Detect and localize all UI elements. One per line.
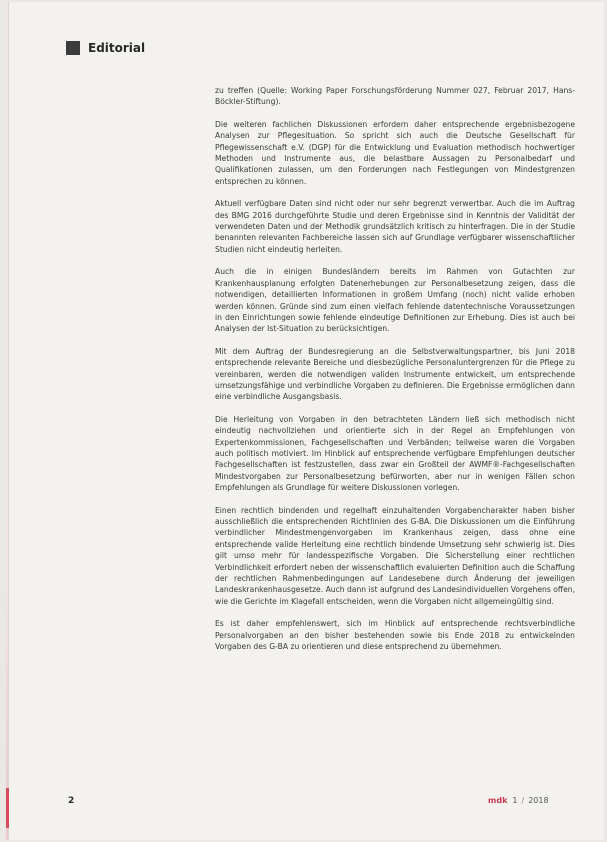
paragraph-7: Einen rechtlich bindenden und regelhaft einzuhaltenden Vorgabencharakter haben bisher ausschließlich die entsprechenden Richtlinien des G-BA. Die Diskussionen um die Einführung verbindlicher Mindestmengenvorgaben im Krankenhaus zeigen, dass ohne eine entsprechende valide Herleitung eine rechtlich bindende Umsetzung sehr schwierig ist. Dies gilt umso mehr für landesspezifische Vorgaben. Die Sicherstellung einer rechtlichen Verbindlichkeit erfordert neben der wissenschaftlich evaluierten Definition auch die Schaffung der rechtlichen Rahmenbedingungen auf Landesebene durch Änderung der jeweiligen Landeskrankenhausgesetze. Auch dann ist aufgrund des Landesindividuellen Vorgehens offen, wie die Gerichte im Klagefall entscheiden, wenn die Vorgaben nicht allgemeingültig sind. xyxy=(215,505,575,606)
paragraph-3: Aktuell verfügbare Daten sind nicht oder nur sehr begrenzt verwertbar. Auch die im Auftrag des BMG 2016 durchgeführte Studie und deren Ergebnisse sind in Kenntnis der Validität der verwendeten Daten und der Methodik grundsätzlich kritisch zu hinterfragen. Die in der Studie benannten relevanten Fachbereiche lassen sich auf Grundlage verfügbarer wissenschaftlicher Studien nicht eindeutig herleiten. xyxy=(215,199,575,254)
paragraph-4: Auch die in einigen Bundesländern bereits im Rahmen von Gutachten zur Krankenhausplanung erfolgten Datenerhebungen zur Personalbesetzung zeigen, dass die notwendigen, detaillierten Informationen in großem Umfang (noch) nicht valide erhoben werden können. Gründe sind zum einen vielfach fehlende datentechnische Voraussetzungen in den Einrichtungen sowie fehlende eindeutige Definitionen zur Erhebung. Dies ist auch bei Analysen der Ist-Situation zu berücksichtigen. xyxy=(215,267,575,334)
paragraph-6: Die Herleitung von Vorgaben in den betrachteten Ländern ließ sich methodisch nicht eindeutig nachvollziehen und orientierte sich in der Regel an Empfehlungen von Expertenkommissionen, Fachgesellschaften und Verbänden; teilweise waren die Vorgaben auch politisch motiviert. Im Hinblick auf entsprechende verfügbare Empfehlungen deutscher Fachgesellschaften ist festzustellen, dass zwar ein Großteil der AWMF®-Fachgesellschaften Mindestvorgaben zur Personalbesetzung befürworten, aber nur in wenigen Fällen schon Empfehlungen als Grundlage für weitere Diskussionen vorlegen. xyxy=(215,414,575,493)
section-title: Editorial xyxy=(88,41,146,55)
paragraph-2: Die weiteren fachlichen Diskussionen erfordern daher entsprechende ergebnisbezogene Analysen zur Pflegesituation. So spricht sich auch die Deutsche Gesellschaft für Pflegewissenschaft e.V. (DGP) für die Entwicklung und Evaluation methodisch hochwertiger Methoden und Instrumente aus, die belastbare Aussagen zu Personalbedarf und Qualifikationen zulassen, um den Forderungen nach Festlegungen von Mindestgrenzen entsprechen zu können. xyxy=(215,119,575,186)
paragraph-5: Mit dem Auftrag der Bundesregierung an die Selbstverwaltungspartner, bis Juni 2018 entsprechende relevante Bereiche und diesbezügliche Personaluntergrenzen für die Pflege zu vereinbaren, werden die notwendigen validen Instrumente entwickelt, um entsprechende umsetzungsfähige und verbindliche Vorgaben zu definieren. Die Ergebnisse ermöglichen dann eine verbindliche Ausgangsbasis. xyxy=(215,346,575,402)
page-edge-red-mark xyxy=(6,788,9,828)
page-edge-line xyxy=(8,2,9,840)
paragraph-1: zu treffen (Quelle: Working Paper Forschungsförderung Nummer 027, Februar 2017, Hans-Böckler-Stiftung). xyxy=(215,86,575,107)
footer-issue-number: 1 xyxy=(512,796,518,805)
footer-issue xyxy=(488,796,549,805)
article-body xyxy=(215,85,575,663)
footer-brand: mdk xyxy=(488,796,508,805)
paragraph-8: Es ist daher empfehlenswert, sich im Hinblick auf entsprechende rechtsverbindliche Personalvorgaben an den bisher bestehenden sowie bis Ende 2018 zu entwickelnden Vorgaben des G-BA zu orientieren und diese entsprechend zu übernehmen. xyxy=(215,619,575,652)
footer-year: 2018 xyxy=(528,796,549,805)
section-square-icon xyxy=(66,41,80,55)
page-number: 2 xyxy=(68,796,75,806)
section-header xyxy=(66,40,145,56)
footer-separator: / xyxy=(521,796,525,805)
